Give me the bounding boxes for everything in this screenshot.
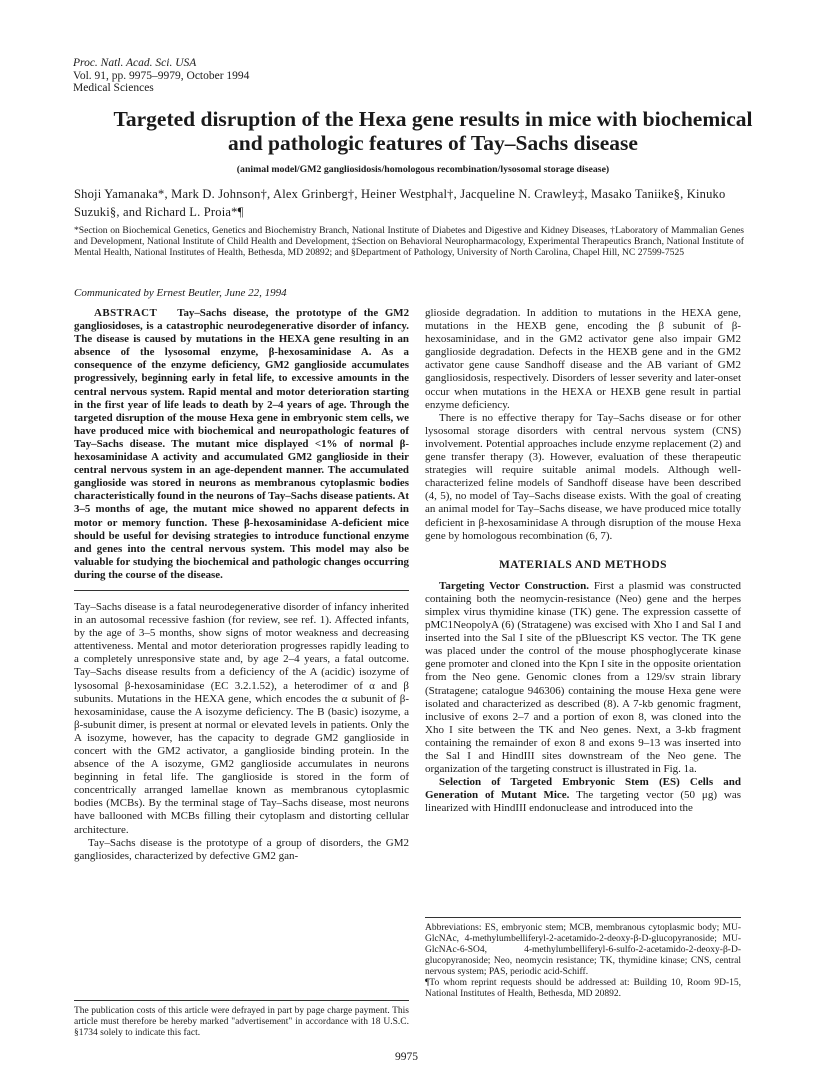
communicated-by: Communicated by Ernest Beutler, June 22, 1994	[74, 287, 287, 299]
methods-paragraph	[425, 580, 741, 776]
reprint-footnote: ¶To whom reprint requests should be addressed at: Building 10, Room 9D-15, National Institutes of Health, Bethesda, MD 20892.	[425, 978, 741, 999]
intro-paragraph: glioside degradation. In addition to mutations in the HEXA gene, mutations in the HEXB gene, encoding the β subunit of β-hexosaminidase, and in the GM2 activator gene also impair GM2 ganglioside degradation. Defects in the HEXB gene and in the GM2 activator gene cause Sandhoff disease and the AB variant of GM2 gangliosidosis, respectively. Disorders of lesser severity and later-onset occur when mutations in the HEXA or HEXB gene result in partial enzyme deficiency.	[425, 307, 741, 411]
affiliations: *Section on Biochemical Genetics, Genetics and Biochemistry Branch, National Institute of Diabetes and Digestive and Kidney Diseases, †Laboratory of Mammalian Genes and Development, National Institute of Child Health and Development, ‡Section on Behavioral Neuropharmacology, Experimental Therapeutics Branch, National Institute of Mental Health, National Institutes of Health, Bethesda, MD 20892; and §Department of Pathology, University of North Carolina, Chapel Hill, NC 27599-7525	[74, 225, 744, 259]
methods-text: First a plasmid was constructed containing both the neomycin-resistance (Neo) gene and the herpes simplex virus thymidine kinase (TK) gene. The expression cassette of pMC1NeopolyA (6) (Stratagene) was excised with Xho I and Sal I and inserted into the Sal I site of the pBluescript KS vector. The TK gene was placed under the control of the mouse phosphoglycerate kinase gene promoter and cloned into the Kpn I site in the opposite orientation from the Neo gene. Genomic clones from a 129/sv strain library (Stratagene; catalogue 946306) containing the mouse Hexa gene were isolated and characterized as described (8). A 7-kb genomic fragment, inclusive of exons 2–7 and a portion of exon 8, was cloned into the Xho I site between the TK and Neo genes. Next, a 3-kb fragment containing the remainder of exon 8 and exons 9–13 was inserted into the Sal I and HindIII sites downstream of the Neo gene. The organization of the targeting construct is illustrated in Fig. 1a.	[425, 579, 742, 776]
journal-section: Medical Sciences	[73, 82, 154, 94]
footnotes	[425, 917, 741, 1000]
author-list: Shoji Yamanaka*, Mark D. Johnson†, Alex Grinberg†, Heiner Westphal†, Jacqueline N. Crawley‡, Masako Taniike§, Kinuko Suzuki§, and Richard L. Proia*¶	[74, 187, 726, 219]
intro-paragraph: There is no effective therapy for Tay–Sachs disease or for other lysosomal storage disorders with central nervous system (CNS) involvement. Potential approaches include enzyme replacement (2) and gene transfer therapy (3). However, evaluation of these therapeutic strategies will require suitable animal models. Although well-characterized feline models of Sandhoff disease have been described (4, 5), no model of Tay–Sachs disease exists. With the goal of creating an animal model for Tay–Sachs disease, we have produced mice totally deficient in β-hexosaminidase A through disruption of the mouse Hexa gene by homologous recombination (6, 7).	[425, 411, 741, 542]
page-number: 9975	[395, 1051, 418, 1063]
journal-header	[73, 57, 249, 95]
abbreviations-footnote: Abbreviations: ES, embryonic stem; MCB, membranous cytoplasmic body; MU-GlcNAc, 4-methylumbelliferyl-2-acetamido-2-deoxy-β-D-glucopyranoside; MU-GlcNAc-6-SO4, 4-methylumbelliferyl-6-sulfo-2-acetamido-2-deoxy-β-D-glucopyranoside; Neo, neomycin resistance; TK, thymidine kinase; CNS, central nervous system; PAS, periodic acid-Schiff.	[425, 923, 741, 977]
journal-name: Proc. Natl. Acad. Sci. USA	[73, 57, 197, 69]
right-column	[425, 307, 741, 815]
publication-cost-footnote: The publication costs of this article were defrayed in part by page charge payment. This article must therefore be hereby marked "advertisement" in accordance with 18 U.S.C. §1734 solely to indicate this fact.	[74, 1000, 409, 1039]
methods-heading: MATERIALS AND METHODS	[498, 558, 668, 571]
abstract-divider	[74, 590, 409, 591]
article-title: Targeted disruption of the Hexa gene results in mice with biochemical and pathologic features of Tay–Sachs disease	[113, 107, 753, 155]
methods-subheading: Selection of Targeted Embryonic Stem (ES) Cells and Generation of Mutant Mice.	[425, 776, 741, 802]
journal-volume: Vol. 91, pp. 9975–9979, October 1994	[73, 69, 250, 82]
intro-paragraph: Tay–Sachs disease is a fatal neurodegenerative disorder of infancy inherited in an autosomal recessive fashion (for review, see ref. 1). Affected infants, by the age of 3–5 months, show signs of motor weakness and decreasing attentiveness. Mental and motor deterioration progresses rapidly leading to a completely unresponsive state and, by age 2–4 years, a fatal outcome. Tay–Sachs disease results from a deficiency of the A (acidic) isozyme of lysosomal β-hexosaminidase (EC 3.2.1.52), a heterodimer of α and β subunits. Mutations in the HEXA gene, which encodes the α subunit of β-hexosaminidase, cause the A isozyme deficiency. The B (basic) isozyme, a β-subunit dimer, is present at normal or elevated levels in patients. Only the A isozyme, however, has the capacity to degrade GM2 ganglioside in concert with the GM2 activator, a ganglioside binding protein. In the absence of the A isozyme, GM2 ganglioside accumulates in neurons beginning in fetal life. The ganglioside is stored in the form of concentrically arranged lamellae known as membranous cytoplasmic bodies (MCBs). By the terminal stage of Tay–Sachs disease, most neurons have ballooned with MCBs filling their cytoplasm and distorting cellular architecture.	[74, 600, 409, 836]
methods-subheading: Targeting Vector Construction.	[439, 579, 589, 592]
methods-text: The targeting vector (50 μg) was linearized with HindIII endonuclease and introduced into the	[425, 789, 741, 815]
abstract-text: Tay–Sachs disease, the prototype of the GM2 gangliosidoses, is a catastrophic neurodegenerative disorder of infancy. The disease is caused by mutations in the HEXA gene resulting in an absence of the lysosomal enzyme, β-hexosaminidase A. As a consequence of the enzyme deficiency, GM2 ganglioside accumulates progressively, beginning early in fetal life, to excessive amounts in the central nervous system. Rapid mental and motor deterioration starting in the first year of life leads to death by 2–4 years of age. Through the targeted disruption of the mouse Hexa gene in embryonic stem cells, we have produced mice with biochemical and neuropathologic features of Tay–Sachs disease. The mutant mice displayed <1% of normal β-hexosaminidase A activity and accumulated GM2 ganglioside in their central nervous system in an age-dependent manner. The accumulated ganglioside was stored in neurons as membranous cytoplasmic bodies characteristically found in the neurons of Tay–Sachs disease patients. At 3–5 months of age, the mutant mice showed no apparent defects in motor or memory function. These β-hexosaminidase A-deficient mice should be useful for devising strategies to introduce functional enzyme and genes into the central nervous system. This model may also be valuable for studying the biochemical and pathologic changes occurring during the course of the disease.	[74, 307, 410, 581]
intro-paragraph: Tay–Sachs disease is the prototype of a group of disorders, the GM2 gangliosides, characterized by defective GM2 gan-	[74, 836, 409, 862]
left-column	[74, 307, 409, 863]
methods-paragraph	[425, 776, 741, 815]
abstract-label: ABSTRACT	[94, 307, 158, 319]
abstract	[74, 307, 409, 582]
keywords: (animal model/GM2 gangliosidosis/homologous recombination/lysosomal storage disease)	[236, 164, 610, 175]
